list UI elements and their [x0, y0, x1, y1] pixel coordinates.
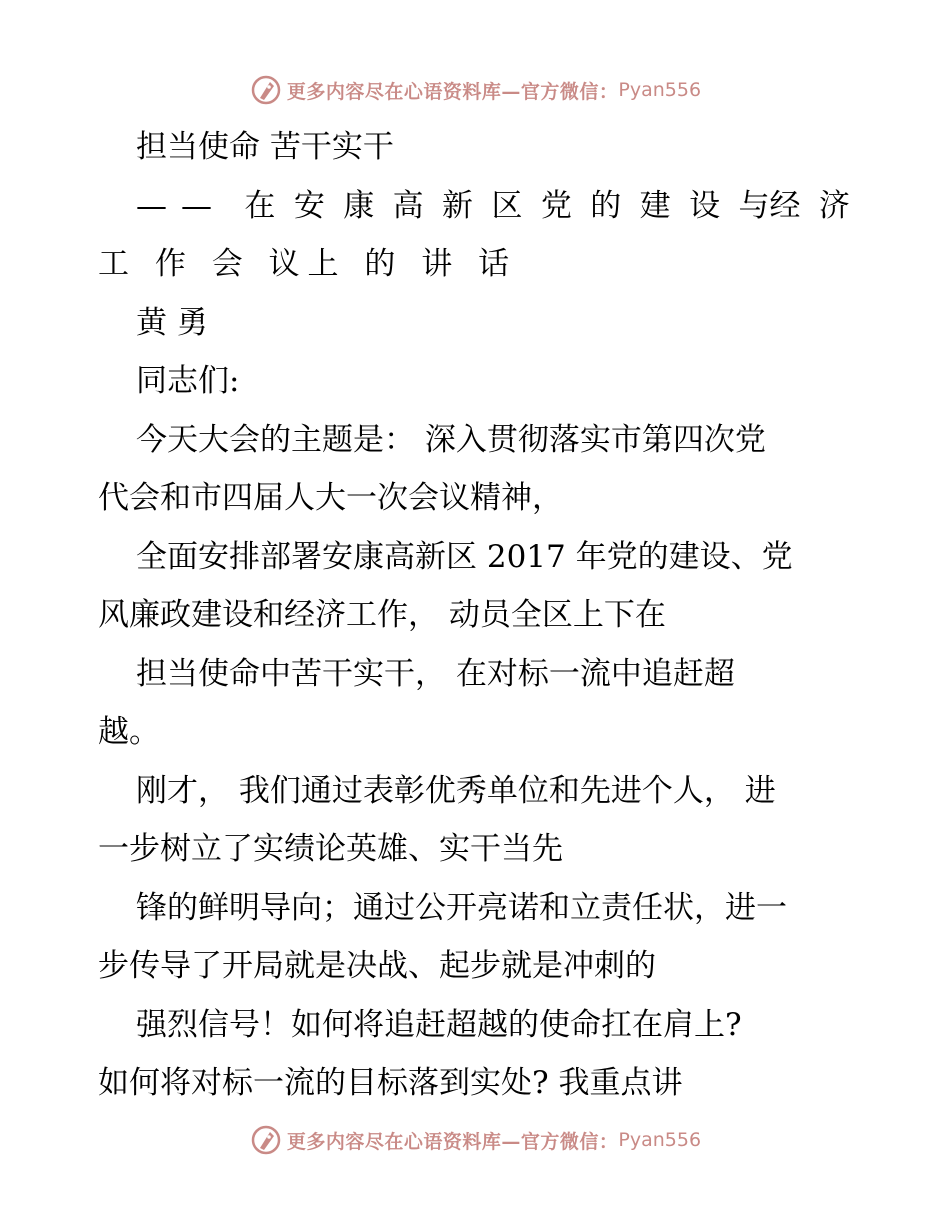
- paragraph-4-line-2: 一步树立了实绩论英雄、实干当先: [98, 831, 563, 867]
- paragraph-2-line-2: 风廉政建设和经济工作， 动员全区上下在: [98, 597, 666, 633]
- doc-subtitle-line-1: [136, 177, 850, 236]
- paragraph-6-line-2: 如何将对标一流的目标落到实处? 我重点讲: [98, 1065, 683, 1101]
- subtitle-token: 建: [639, 187, 671, 224]
- paragraph-3-line-1: 担当使命中苦干实干， 在对标一流中追赶超: [136, 655, 735, 692]
- paragraph-1-line-2: 代会和市四届人大一次会议精神，: [98, 480, 563, 516]
- paragraph-3-line-2: 越。: [98, 714, 160, 750]
- subtitle-token: 济: [818, 187, 850, 224]
- subtitle-token: 安: [293, 187, 325, 224]
- subtitle-token: 高: [392, 187, 424, 224]
- banner-wechat-id: Pyan556: [618, 1129, 702, 1151]
- subtitle-token: 设: [689, 187, 721, 224]
- subtitle-token: 康: [343, 187, 375, 224]
- doc-salutation: 同志们:: [136, 363, 240, 399]
- banner-text: 更多内容尽在心语资料库—官方微信：: [286, 1130, 619, 1153]
- banner-wechat-id: Pyan556: [618, 79, 702, 101]
- paragraph-5-line-1: 锋的鲜明导向；通过公开亮诺和立责任状，进一: [136, 889, 787, 926]
- header-watermark-banner: [0, 70, 950, 110]
- subtitle-token: 在: [244, 187, 276, 224]
- footer-watermark-banner: [0, 1120, 950, 1160]
- paragraph-1-line-1: 今天大会的主题是： 深入贯彻落实市第四次党: [136, 421, 766, 458]
- doc-subtitle-line-2: 工 作 会 议上 的 讲 话: [98, 246, 518, 282]
- subtitle-token: ——: [136, 187, 226, 224]
- subtitle-token: 的: [590, 187, 622, 224]
- document-body: [98, 118, 854, 1113]
- paragraph-2-line-1: 全面安排部署安康高新区 2017 年党的建设、党: [136, 538, 793, 575]
- pen-nib-logo-icon: [249, 73, 283, 107]
- subtitle-token: 新: [442, 187, 474, 224]
- paragraph-5-line-2: 步传导了开局就是决战、起步就是冲刺的: [98, 948, 656, 984]
- subtitle-token: 党: [540, 187, 572, 224]
- pen-nib-logo-icon: [249, 1123, 283, 1157]
- subtitle-token: 区: [491, 187, 523, 224]
- paragraph-6-line-1: 强烈信号！如何将追赶超越的使命扛在肩上?: [136, 1006, 742, 1043]
- doc-title: 担当使命 苦干实干: [136, 129, 394, 165]
- subtitle-token: 与经: [738, 187, 801, 224]
- paragraph-4-line-1: 刚才， 我们通过表彰优秀单位和先进个人， 进: [136, 772, 776, 809]
- doc-author: 黄 勇: [136, 304, 208, 341]
- banner-text: 更多内容尽在心语资料库—官方微信：: [286, 80, 619, 103]
